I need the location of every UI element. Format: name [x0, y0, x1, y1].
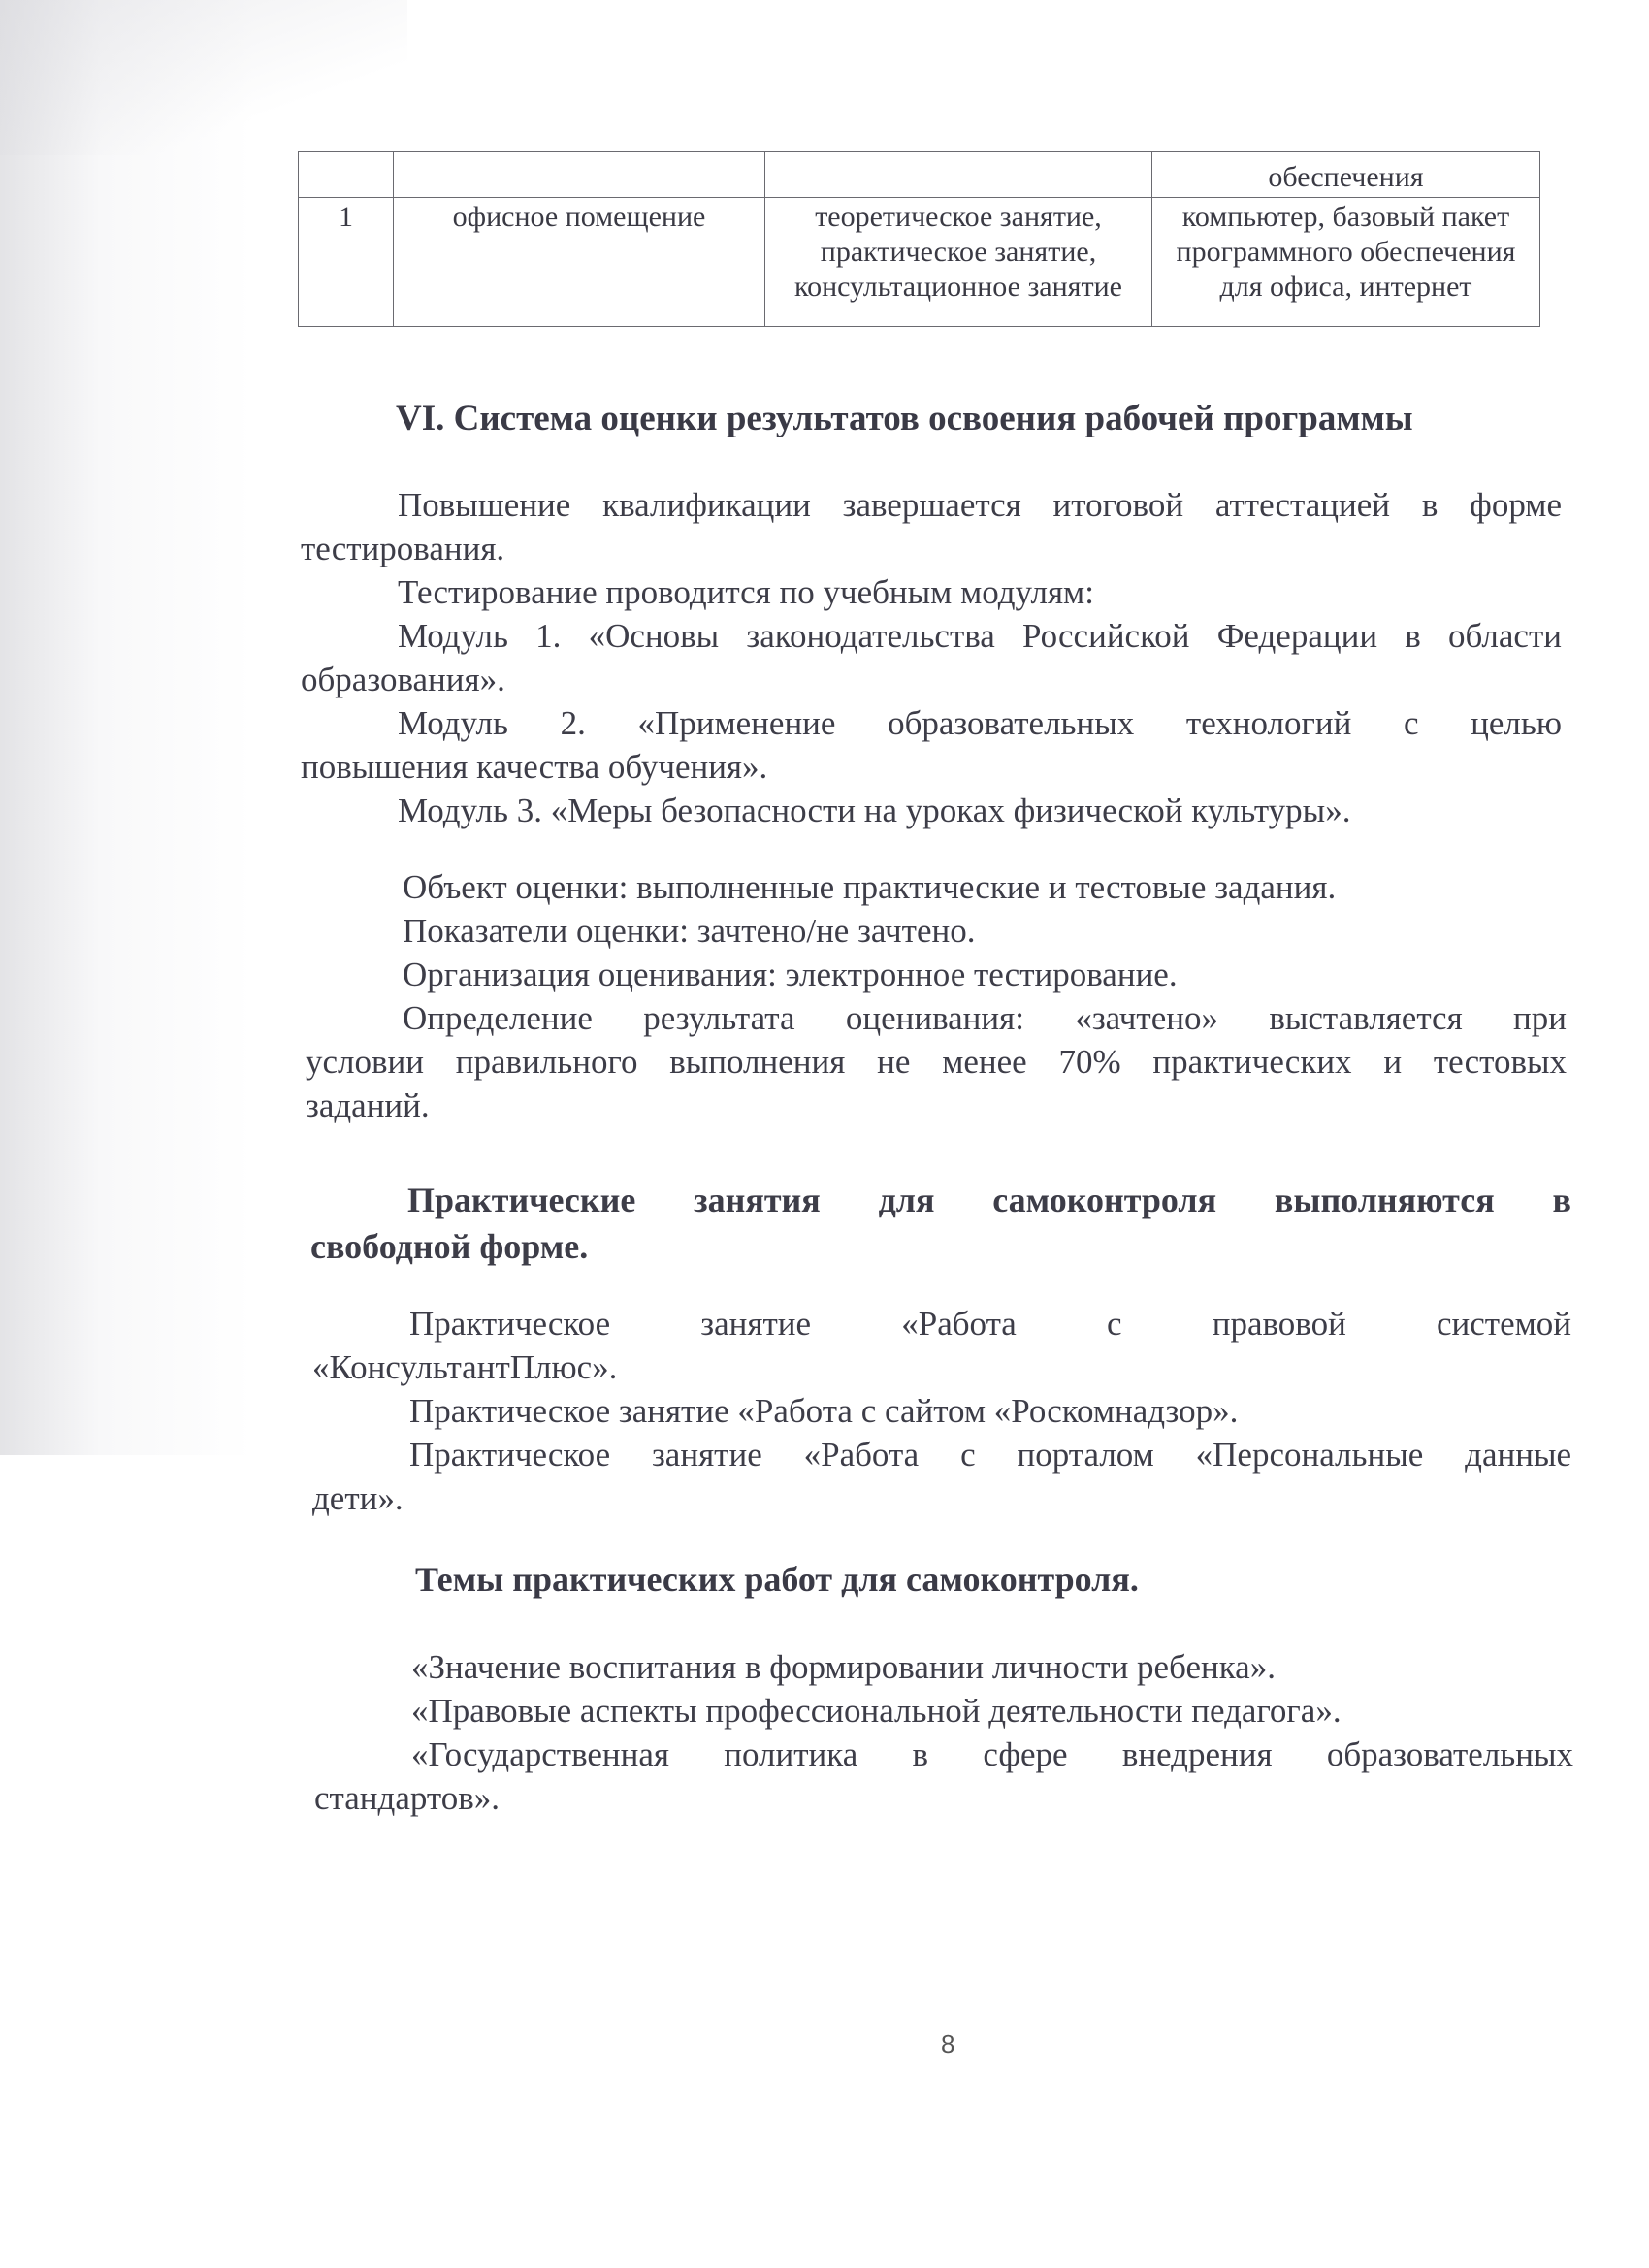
- intro-line-2: тестирования.: [301, 530, 505, 567]
- module-1-line-2: образования».: [301, 661, 505, 698]
- page-number: 8: [941, 2029, 955, 2058]
- testing-modules-text: Тестирование проводится по учебным модулям:: [398, 573, 1094, 611]
- table-cell: [394, 152, 765, 198]
- module-3-text: Модуль 3. «Меры безопасности на уроках физической культуры».: [398, 792, 1351, 829]
- practical-heading: [310, 1177, 1571, 1270]
- section-title: VI. Система оценки результатов освоения рабочей программы: [396, 399, 1413, 438]
- practical-item-1-line-2: «КонсультантПлюс».: [312, 1348, 618, 1386]
- evaluation-block: [306, 865, 1567, 1127]
- evaluation-result-line-2: условии правильного выполнения не менее 70% практических и тестовых: [306, 1043, 1567, 1081]
- evaluation-result-line-1: Определение результата оценивания: «зачтено» выставляется при: [403, 999, 1567, 1037]
- module-2-line-2: повышения качества обучения».: [301, 748, 768, 786]
- table-cell-room: офисное помещение: [394, 198, 765, 327]
- evaluation-result-line-3: заданий.: [306, 1086, 430, 1124]
- practical-item-3-line-1: Практическое занятие «Работа с порталом «Персональные данные: [409, 1436, 1571, 1474]
- table-cell-equipment: компьютер, базовый пакет программного обеспечения для офиса, интернет: [1152, 198, 1540, 327]
- table-cell: обеспечения: [1152, 152, 1540, 198]
- topics-block: [314, 1645, 1573, 1820]
- topic-2: «Правовые аспекты профессиональной деятельности педагога».: [411, 1692, 1342, 1730]
- practical-item-3-line-2: дети».: [312, 1479, 404, 1517]
- practical-item-2: Практическое занятие «Работа с сайтом «Роскомнадзор».: [409, 1392, 1239, 1430]
- practical-heading-line-2: свободной форме.: [310, 1227, 589, 1266]
- topic-3-line-2: стандартов».: [314, 1779, 501, 1817]
- table-cell: [299, 152, 394, 198]
- table-row: [299, 198, 1540, 327]
- table-cell-number: 1: [299, 198, 394, 327]
- evaluation-indicators: Показатели оценки: зачтено/не зачтено.: [403, 912, 976, 950]
- practical-item-1-line-1: Практическое занятие «Работа с правовой системой: [409, 1305, 1571, 1343]
- table-cell-activity: теоретическое занятие, практическое занятие, консультационное занятие: [765, 198, 1152, 327]
- table-row: [299, 152, 1540, 198]
- intro-line-1: Повышение квалификации завершается итоговой аттестацией в форме: [398, 486, 1562, 524]
- topic-3-line-1: «Государственная политика в сфере внедрения образовательных: [411, 1735, 1573, 1773]
- module-2-line-1: Модуль 2. «Применение образовательных технологий с целью: [398, 704, 1562, 742]
- equipment-table: [298, 151, 1540, 327]
- table-cell: [765, 152, 1152, 198]
- assessment-block: [301, 483, 1562, 832]
- evaluation-organization: Организация оценивания: электронное тестирование.: [403, 956, 1178, 993]
- topic-1: «Значение воспитания в формировании личности ребенка».: [411, 1648, 1276, 1686]
- module-1-line-1: Модуль 1. «Основы законодательства Российской Федерации в области: [398, 617, 1562, 655]
- topics-heading: Темы практических работ для самоконтроля.: [415, 1560, 1139, 1599]
- practical-heading-line-1: Практические занятия для самоконтроля выполняются в: [407, 1181, 1571, 1219]
- practical-sessions-block: [312, 1302, 1571, 1520]
- evaluation-object: Объект оценки: выполненные практические и тестовые задания.: [403, 868, 1337, 906]
